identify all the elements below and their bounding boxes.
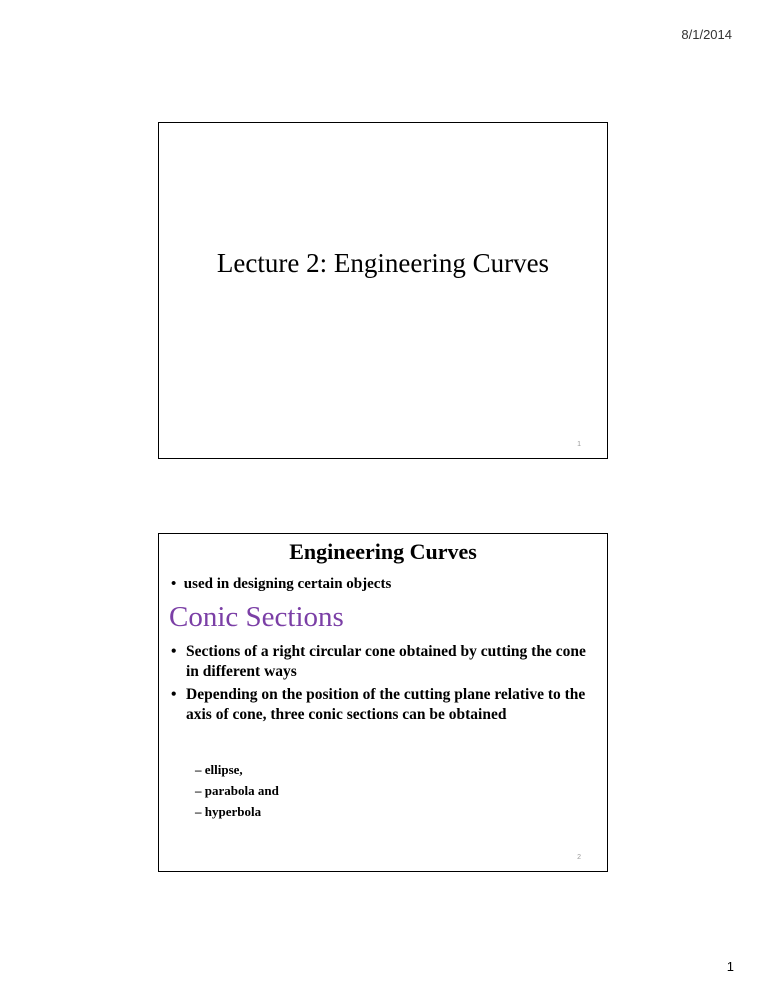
- slide-1: [158, 122, 608, 459]
- dash-icon: –: [195, 762, 202, 777]
- bullet-icon: •: [171, 686, 177, 703]
- sub-list-item: [195, 780, 279, 801]
- sub-list-item-text: hyperbola: [204, 804, 262, 819]
- list-item: [171, 685, 591, 725]
- slide-number: 2: [577, 854, 581, 861]
- bullet-icon: •: [171, 643, 177, 660]
- list-item-text: Sections of a right circular cone obtained by cutting the cone in different ways: [186, 643, 586, 680]
- page-date: 8/1/2014: [681, 27, 732, 42]
- section-heading: Conic Sections: [169, 601, 344, 633]
- sub-list-item: [195, 801, 279, 822]
- slide-title: Lecture 2: Engineering Curves: [216, 248, 550, 278]
- subtitle-bullet: [171, 576, 391, 593]
- page-number: 1: [726, 959, 734, 974]
- list-item: [171, 642, 591, 682]
- dash-icon: –: [195, 804, 202, 819]
- bullet-icon: •: [171, 576, 177, 592]
- sub-list-item-text: parabola and: [204, 783, 279, 798]
- slide-2: [158, 533, 608, 872]
- slide-title: Engineering Curves: [289, 539, 477, 564]
- bullet-list: [171, 642, 591, 728]
- subtitle-text: used in designing certain objects: [183, 576, 392, 592]
- sub-list: [195, 759, 279, 822]
- list-item-text: Depending on the position of the cutting plane relative to the axis of cone, three conic sections can be obtained: [186, 686, 586, 723]
- slide-number: 1: [577, 441, 581, 448]
- sub-list-item: [195, 759, 279, 780]
- dash-icon: –: [195, 783, 202, 798]
- sub-list-item-text: ellipse,: [204, 762, 243, 777]
